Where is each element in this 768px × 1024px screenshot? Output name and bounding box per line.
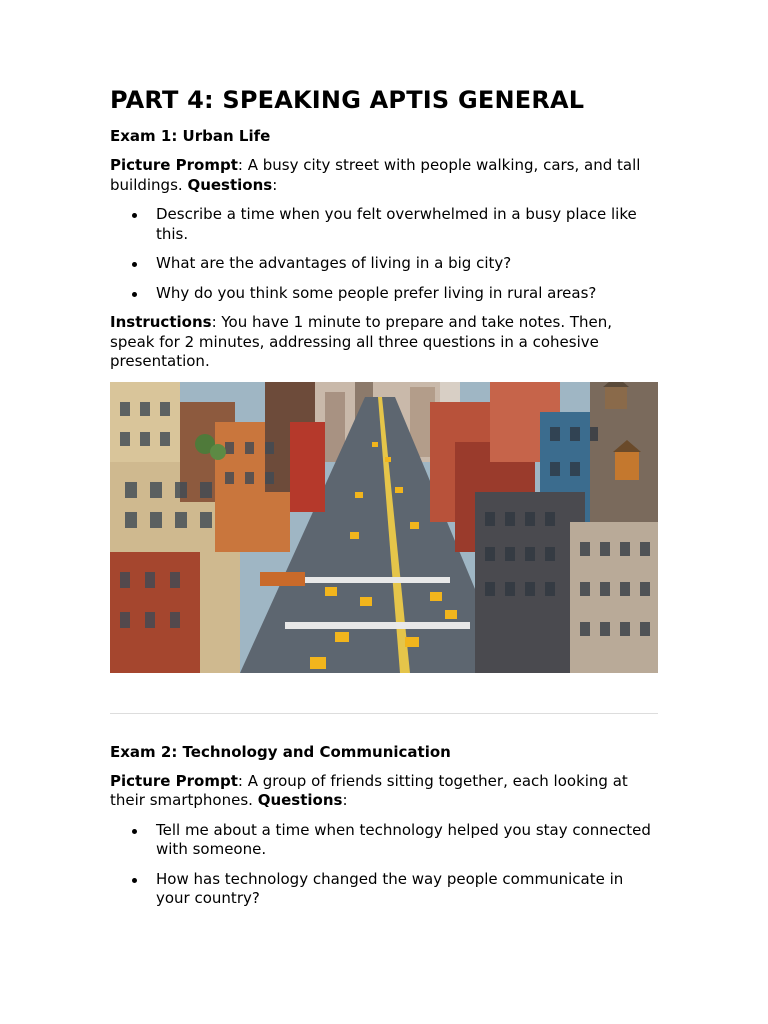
exam-2-heading: Exam 2: Technology and Communication [110,742,451,761]
list-item: Describe a time when you felt overwhelmed in a busy place like this. [156,205,658,244]
city-street-illustration [110,382,658,673]
list-item: What are the advantages of living in a big city? [156,254,658,274]
document-page [110,86,658,919]
section-divider [110,713,658,714]
exam-1-section [110,126,658,673]
exam-2-section [110,742,658,909]
exam-2-question-list [110,821,658,909]
exam-2-picture-prompt [110,772,658,811]
list-item: Why do you think some people prefer living in rural areas? [156,284,658,304]
questions-label: Questions [257,791,343,809]
questions-suffix: : [342,791,348,809]
picture-prompt-label: Picture Prompt [110,771,238,790]
picture-prompt-label: Picture Prompt [110,156,238,174]
list-item: How has technology changed the way people communicate in your country? [156,870,658,909]
questions-suffix: : [272,175,278,194]
instructions-text: : You have 1 minute to prepare and take notes. Then, speak for 2 minutes, addressing all three questions in a cohesive presentation. [110,313,613,370]
exam-1-instructions [110,313,658,372]
instructions-label: Instructions [110,313,212,331]
exam-1-question-list [110,205,658,303]
exam-1-picture-prompt [110,156,658,195]
list-item: Tell me about a time when technology helped you stay connected with someone. [156,821,658,860]
page-title: PART 4: SPEAKING APTIS GENERAL [110,86,585,114]
picture-prompt-text: : A busy city street with people walking, cars, and tall buildings. [110,156,641,194]
questions-label: Questions [187,175,273,194]
exam-1-heading: Exam 1: Urban Life [110,127,271,145]
picture-prompt-text: : A group of friends sitting together, each looking at their smartphones. [110,771,628,809]
